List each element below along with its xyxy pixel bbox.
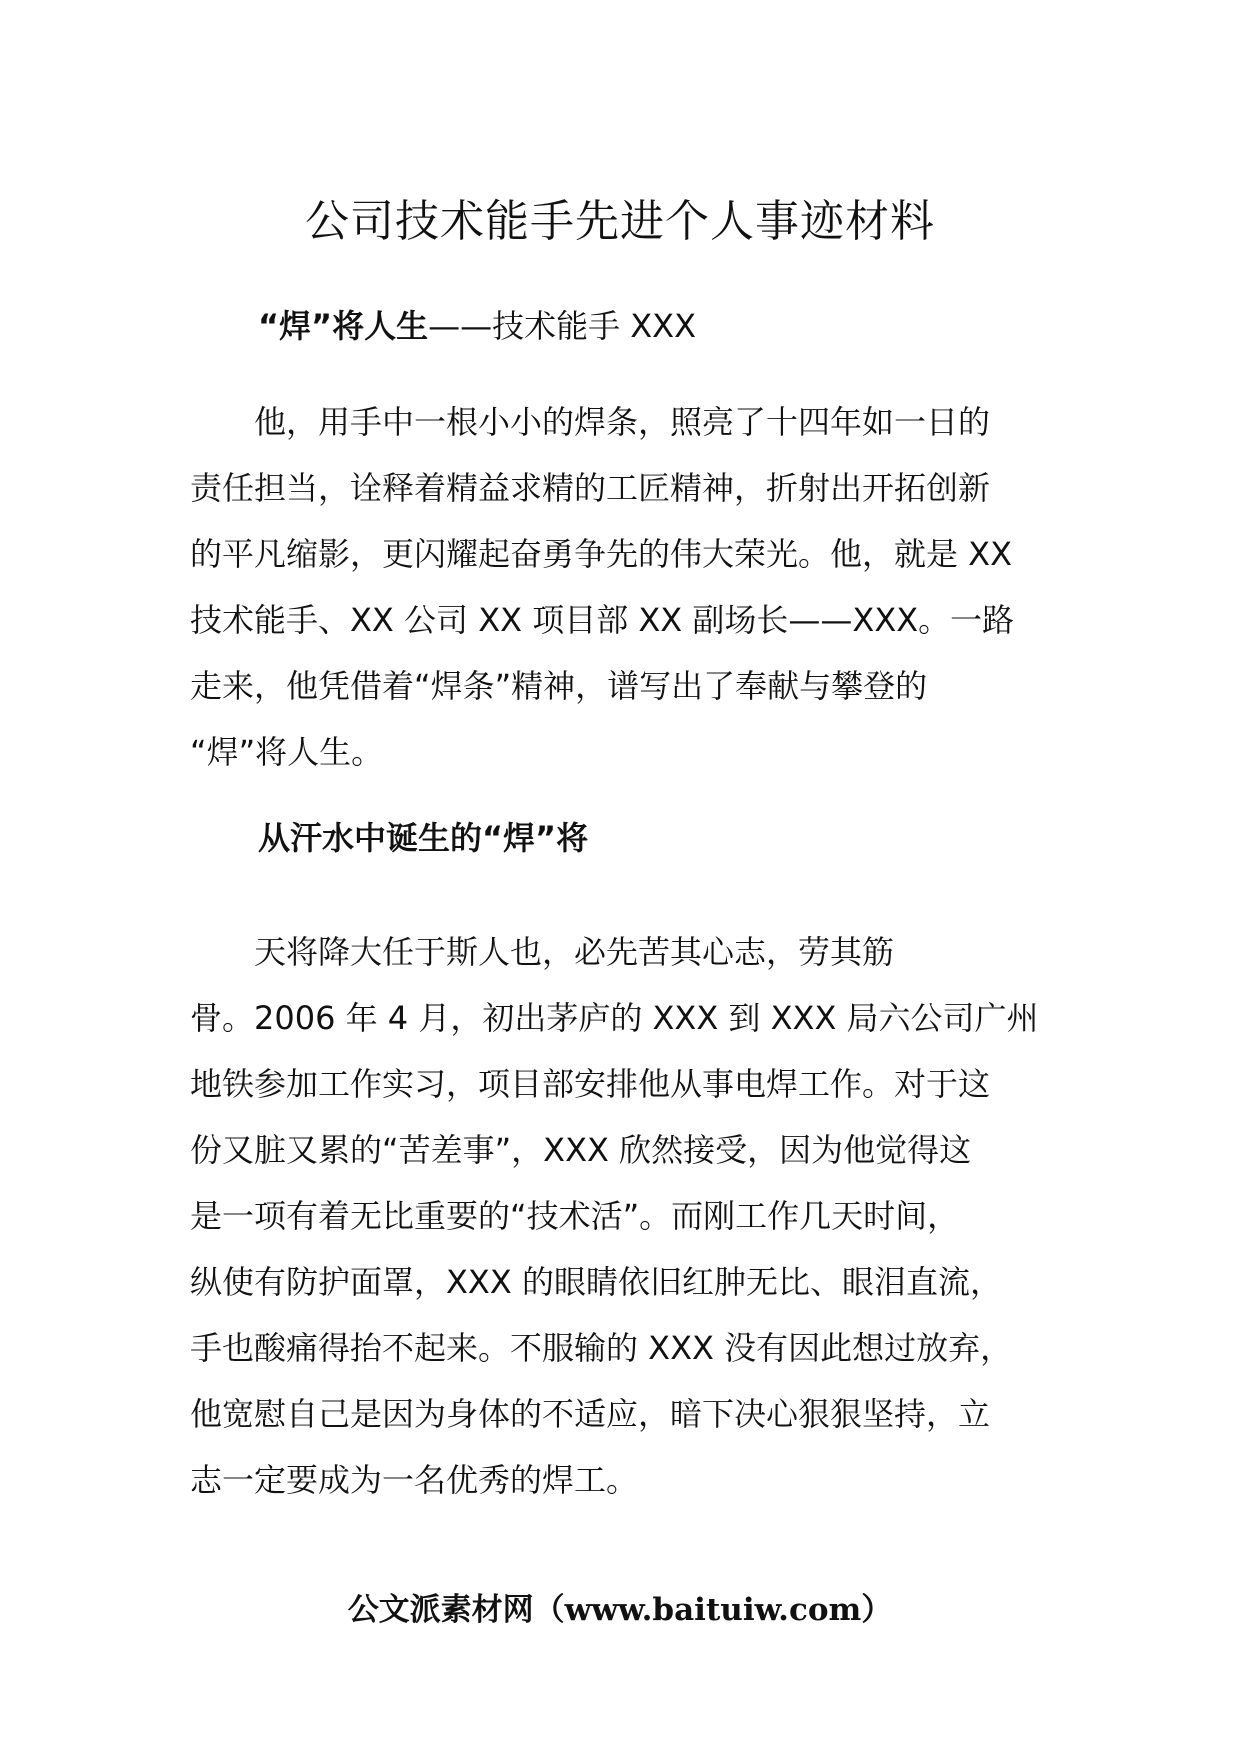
paragraph-line: 志一定要成为一名优秀的焊工。: [190, 1461, 639, 1499]
paragraph-line: “焊”将人生。: [190, 733, 384, 771]
paragraph-line: 责任担当，诠释着精益求精的工匠精神，折射出开拓创新: [190, 469, 991, 507]
subtitle-bold: “焊”将人生: [258, 307, 429, 345]
paragraph-line: 份又脏又累的“苦差事”，XXX 欣然接受，因为他觉得这: [190, 1131, 972, 1169]
footer-source: 公文派素材网（www.baituiw.com）: [347, 1592, 893, 1628]
paragraph-line: 技术能手、XX 公司 XX 项目部 XX 副场长——XXX。一路: [190, 601, 1015, 639]
paragraph-line: 地铁参加工作实习，项目部安排他从事电焊工作。对于这: [190, 1065, 991, 1103]
paragraph-line: 纵使有防护面罩，XXX 的眼睛依旧红肿无比、眼泪直流，: [190, 1263, 1002, 1301]
paragraph-line: 他宽慰自己是因为身体的不适应，暗下决心狠狠坚持，立: [190, 1395, 991, 1433]
paragraph-2: [190, 919, 1050, 1513]
document-subtitle: [258, 304, 696, 348]
section-heading: 从汗水中诞生的“焊”将: [258, 819, 589, 857]
paragraph-line: 天将降大任于斯人也，必先苦其心志，劳其筋: [190, 933, 895, 971]
paragraph-line: 手也酸痛得抬不起来。不服输的 XXX 没有因此想过放弃，: [190, 1329, 1013, 1367]
paragraph-line: 的平凡缩影，更闪耀起奋勇争先的伟大荣光。他，就是 XX: [190, 535, 1013, 573]
paragraph-line: 是一项有着无比重要的“技术活”。而刚工作几天时间，: [190, 1197, 960, 1235]
document-title: 公司技术能手先进个人事迹材料: [305, 196, 935, 247]
paragraph-1: [190, 389, 1050, 785]
paragraph-line: 走来，他凭借着“焊条”精神，谱写出了奉献与攀登的: [190, 667, 928, 705]
paragraph-line: 他，用手中一根小小的焊条，照亮了十四年如一日的: [190, 403, 991, 441]
paragraph-line: 骨。2006 年 4 月，初出茅庐的 XXX 到 XXX 局六公司广州: [190, 999, 1039, 1037]
subtitle-rest: ——技术能手 XXX: [428, 307, 697, 345]
